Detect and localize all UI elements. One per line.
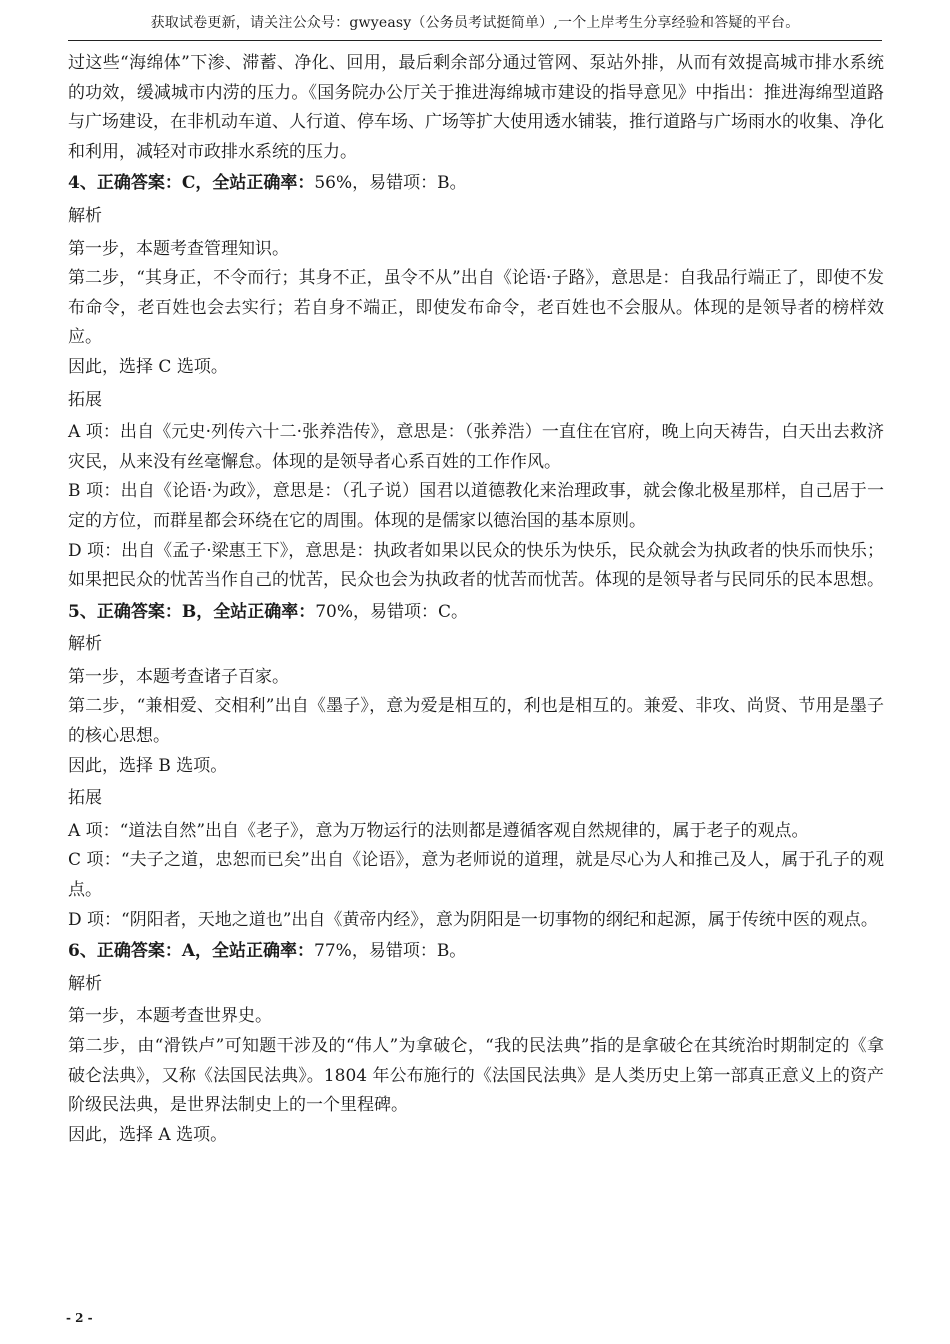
- document-body: [68, 49, 884, 1150]
- section-label-analysis: 解析: [68, 205, 102, 226]
- answer-heading-5: [68, 598, 884, 628]
- section-label-extension: 拓展: [68, 389, 102, 410]
- answer-heading-plain: 77%，易错项：B。: [314, 941, 467, 962]
- option-note: C 项：“夫子之道，忠恕而已矣”出自《论语》，意为老师说的道理，就是尽心为人和推己及人，属于孔子的观点。: [68, 850, 884, 901]
- paragraph: 因此，选择 C 选项。: [68, 356, 228, 377]
- answer-heading-plain: 56%，易错项：B。: [314, 173, 467, 194]
- option-note: D 项：“阴阳者，天地之道也”出自《黄帝内经》，意为阴阳是一切事物的纲纪和起源，属于传统中医的观点。: [68, 909, 878, 930]
- answer-heading-plain: 70%，易错项：C。: [315, 601, 468, 622]
- paragraph: 第一步，本题考查管理知识。: [68, 238, 289, 259]
- header-divider: [68, 40, 882, 41]
- answer-heading-bold: 4、正确答案：C，全站正确率：: [68, 173, 315, 194]
- page-number: - 2 -: [66, 1311, 93, 1325]
- option-note: B 项：出自《论语·为政》，意思是：（孔子说）国君以道德教化来治理政事，就会像北极星那样，自己居于一定的方位，而群星都会环绕在它的周围。体现的是儒家以德治国的基本原则。: [68, 481, 884, 531]
- paragraph: 第一步，本题考查诸子百家。: [68, 666, 289, 687]
- answer-heading-4: [68, 169, 884, 199]
- paragraph: 第二步，“其身正，不令而行；其身不正，虽令不从”出自《论语·子路》，意思是：自我品行端正了，即使不发布命令，老百姓也会去实行；若自身不端正，即使发布命令，老百姓也不会服从。体现的是领导者的榜样效应。: [68, 268, 884, 348]
- section-label-extension: 拓展: [68, 788, 102, 809]
- paragraph: 过这些“海绵体”下渗、滞蓄、净化、回用，最后剩余部分通过管网、泵站外排，从而有效提高城市排水系统的功效，缓减城市内涝的压力。《国务院办公厅关于推进海绵城市建设的指导意见》中指出：推进海绵型道路与广场建设，在非机动车道、人行道、停车场、广场等扩大使用透水铺装，推行道路与广场雨水的收集、净化和利用，减轻对市政排水系统的压力。: [68, 53, 884, 162]
- paragraph: 因此，选择 A 选项。: [68, 1124, 228, 1145]
- option-note: D 项：出自《孟子·梁惠王下》，意思是：执政者如果以民众的快乐为快乐，民众就会为执政者的快乐而快乐；如果把民众的忧苦当作自己的忧苦，民众也会为执政者的忧苦而忧苦。体现的是领导者与民同乐的民本思想。: [68, 540, 884, 591]
- page-header: 获取试卷更新，请关注公众号：gwyeasy（公务员考试挺简单）,一个上岸考生分享经验和答疑的平台。: [150, 15, 800, 31]
- answer-heading-bold: 5、正确答案：B，全站正确率：: [68, 601, 316, 622]
- section-label-analysis: 解析: [68, 634, 102, 655]
- answer-heading-bold: 6、正确答案：A，全站正确率：: [68, 941, 315, 962]
- paragraph: 第二步，由“滑铁卢”可知题干涉及的“伟人”为拿破仑，“我的民法典”指的是拿破仑在其统治时期制定的《拿破仑法典》，又称《法国民法典》。1804 年公布施行的《法国民法典》是人类历史上第一部真正意义上的资产阶级民法典，是世界法制史上的一个里程碑。: [68, 1036, 884, 1116]
- paragraph: 第一步，本题考查世界史。: [68, 1006, 272, 1027]
- answer-heading-6: [68, 937, 884, 967]
- paragraph: 第二步，“兼相爱、交相利”出自《墨子》，意为爱是相互的，利也是相互的。兼爱、非攻、尚贤、节用是墨子的核心思想。: [68, 696, 884, 747]
- option-note: A 项：“道法自然”出自《老子》，意为万物运行的法则都是遵循客观自然规律的，属于老子的观点。: [68, 820, 809, 841]
- section-label-analysis: 解析: [68, 973, 102, 994]
- paragraph: 因此，选择 B 选项。: [68, 755, 228, 776]
- option-note: A 项：出自《元史·列传六十二·张养浩传》，意思是：（张养浩）一直住在官府，晚上向天祷告，白天出去救济灾民，从来没有丝毫懈怠。体现的是领导者心系百姓的工作作风。: [68, 422, 884, 472]
